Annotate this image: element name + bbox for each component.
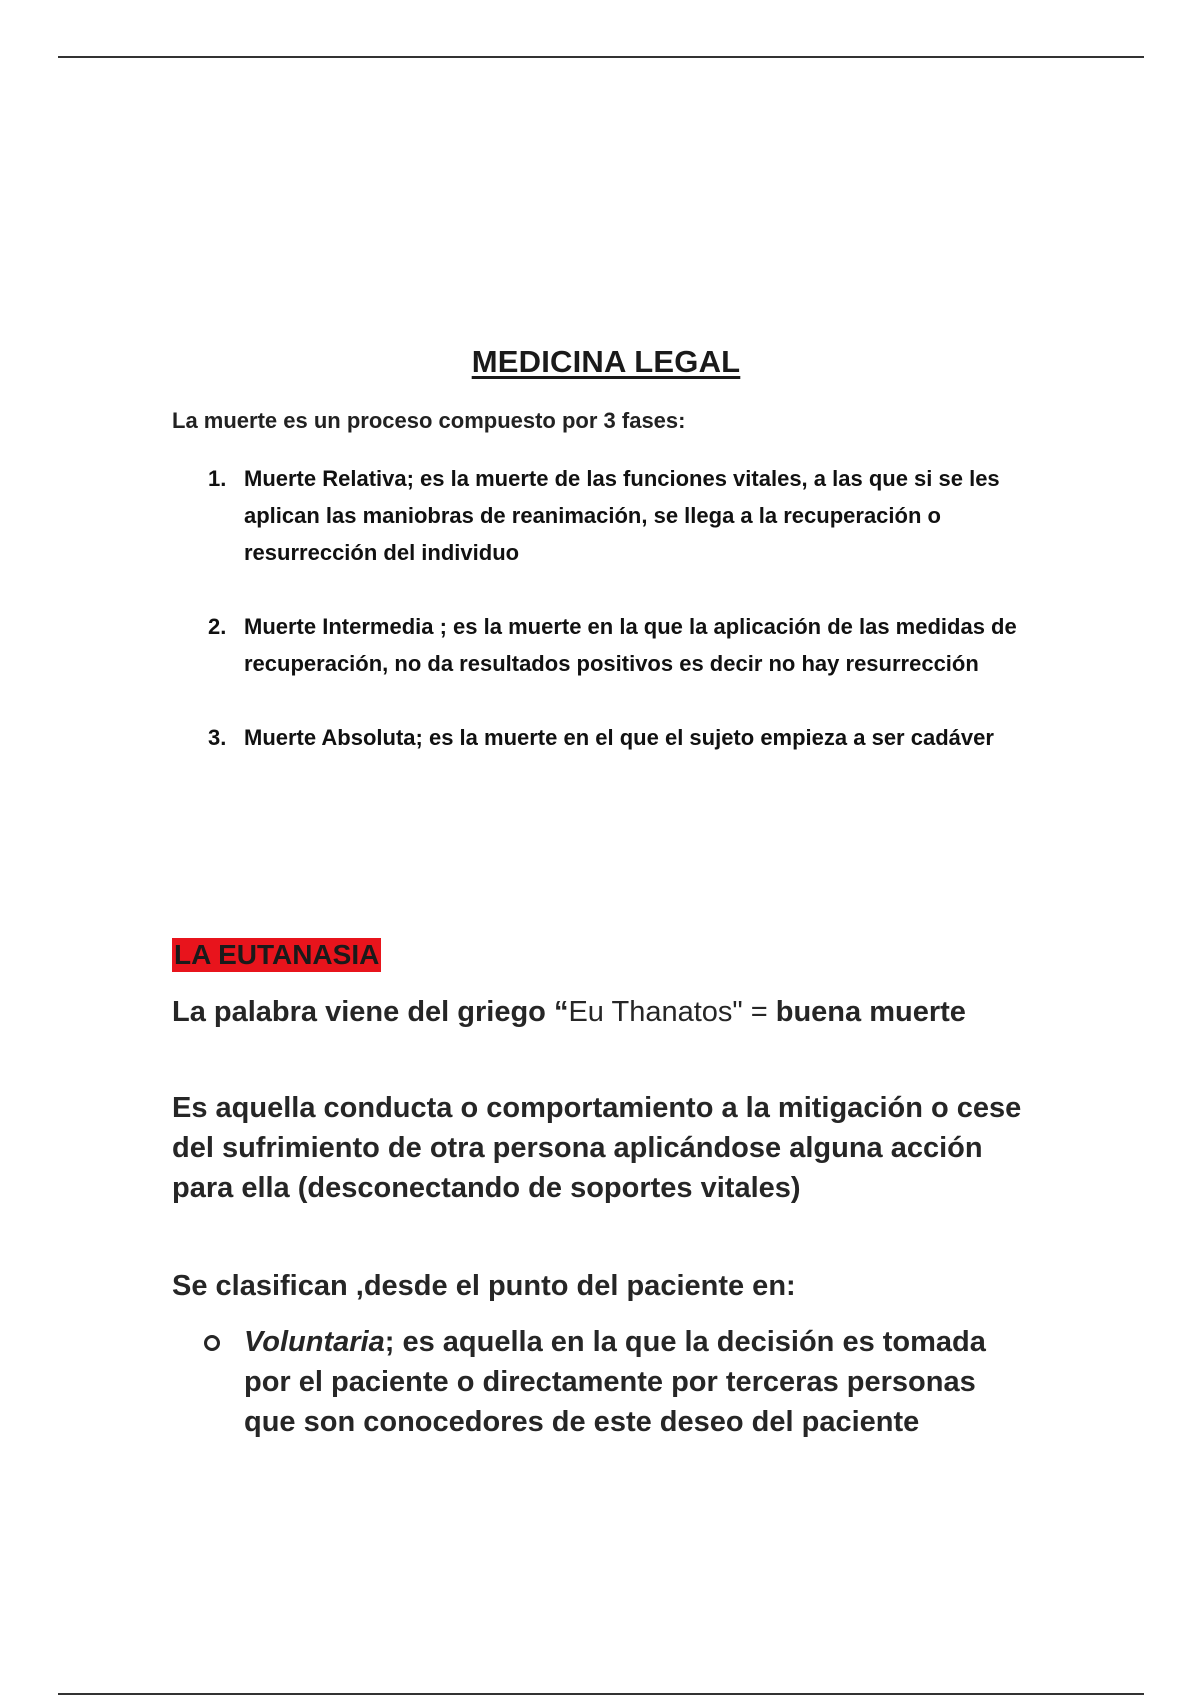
etymology-paragraph (172, 992, 1032, 1032)
definition-paragraph: Es aquella conducta o comportamiento a la mitigación o cese del sufrimiento de otra persona aplicándose alguna acción para ella (desconectando de soportes vitales) (172, 1092, 1022, 1204)
phase-number: 1. (208, 466, 227, 491)
etymology-meaning: buena muerte (767, 996, 966, 1028)
top-page-rule (58, 56, 1144, 58)
classification-intro: Se clasifican ,desde el punto del paciente en: (172, 1270, 796, 1302)
classification-term: Voluntaria (244, 1326, 385, 1358)
phase-number: 3. (208, 725, 227, 750)
etymology-lead: La palabra viene del griego “ (172, 996, 569, 1028)
phase-text: Muerte Relativa; es la muerte de las funciones vitales, a las que si se les aplican las maniobras de reanimación, se llega a la recuperación o resurrección del individuo (244, 466, 1000, 565)
classification-text: ; es aquella en la que la decisión es tomada por el paciente o directamente por terceras personas que son conocedores de este deseo del paciente (244, 1326, 986, 1438)
phase-item-1 (172, 460, 1052, 571)
bullet-circle-icon (204, 1335, 220, 1351)
bottom-page-rule (58, 1693, 1144, 1695)
phase-text: Muerte Intermedia ; es la muerte en la que la aplicación de las medidas de recuperación, no da resultados positivos es decir no hay resurrección (244, 614, 1017, 676)
phase-number: 2. (208, 614, 227, 639)
classification-item-voluntaria (244, 1322, 1024, 1442)
phase-item-3 (172, 719, 1052, 756)
etymology-greek: Eu Thanatos" = (568, 996, 768, 1028)
phase-item-2 (172, 608, 1052, 682)
phase-text: Muerte Absoluta; es la muerte en el que el sujeto empieza a ser cadáver (244, 725, 994, 750)
phases-list (172, 460, 1052, 793)
intro-text: La muerte es un proceso compuesto por 3 fases: (172, 408, 686, 433)
page-title: MEDICINA LEGAL (471, 344, 741, 379)
section-heading-eutanasia: LA EUTANASIA (174, 939, 380, 970)
